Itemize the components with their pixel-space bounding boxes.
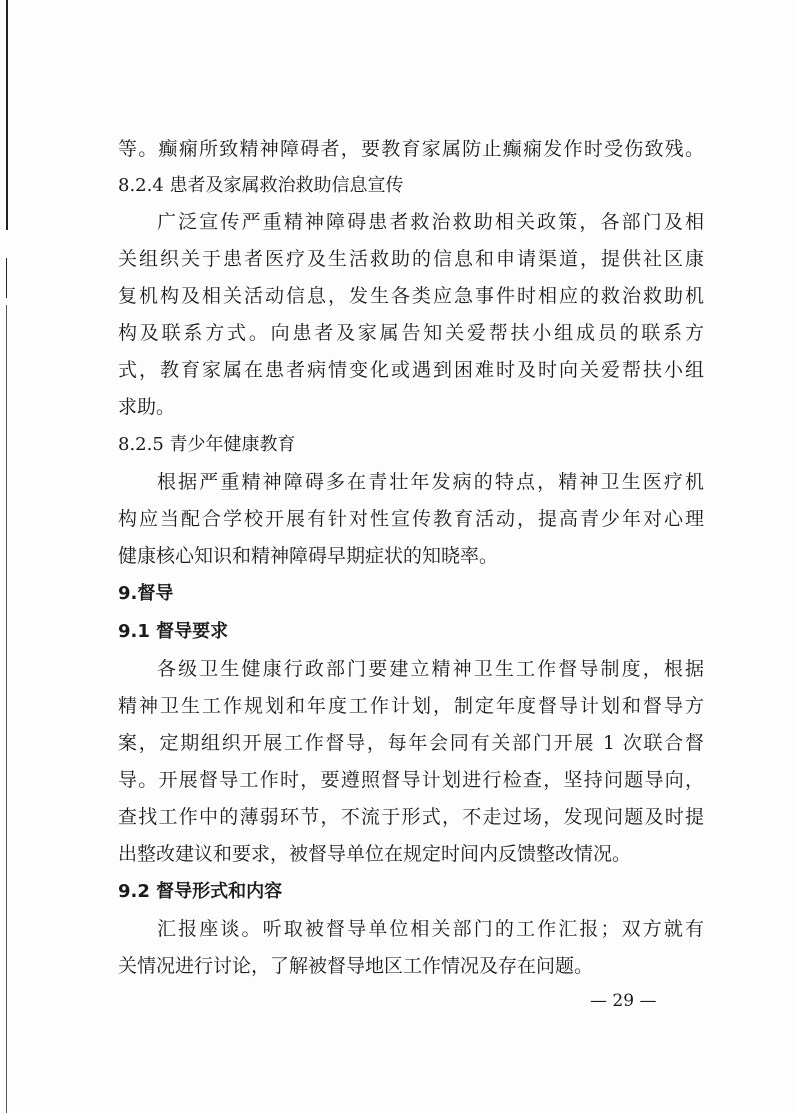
paragraph-line: 汇报座谈。听取被督导单位相关部门的工作汇报；双方就有 [157, 918, 704, 940]
section-heading-9: 9.督导 [118, 583, 174, 604]
paragraph-line: 构应当配合学校开展有针对性宣传教育活动，提高青少年对心理 [118, 508, 704, 530]
paragraph-line: 求助。 [118, 396, 176, 418]
section-heading-8-2-5: 8.2.5 青少年健康教育 [118, 434, 296, 455]
paragraph-line: 构及联系方式。向患者及家属告知关爱帮扶小组成员的联系方 [118, 322, 704, 344]
paragraph-line: 等。癫痫所致精神障碍者，要教育家属防止癫痫发作时受伤致残。 [118, 138, 704, 160]
paragraph-line: 精神卫生工作规划和年度工作计划，制定年度督导计划和督导方 [118, 695, 704, 717]
section-heading-8-2-4: 8.2.4 患者及家属救治救助信息宣传 [118, 175, 404, 196]
paragraph-line: 出整改建议和要求，被督导单位在规定时间内反馈整改情况。 [118, 843, 632, 865]
paragraph-line: 式，教育家属在患者病情变化或遇到困难时及时向关爱帮扶小组 [118, 359, 704, 381]
section-heading-9-2: 9.2 督导形式和内容 [118, 881, 283, 902]
paragraph-line: 广泛宣传严重精神障碍患者救治救助相关政策，各部门及相 [157, 211, 704, 233]
paragraph-line: 关情况进行讨论，了解被督导地区工作情况及存在问题。 [118, 955, 594, 977]
scan-border-mark [6, 258, 7, 298]
paragraph-line: 各级卫生健康行政部门要建立精神卫生工作督导制度，根据 [157, 658, 704, 680]
paragraph-line: 案，定期组织开展工作督导，每年会同有关部门开展 1 次联合督 [118, 732, 704, 754]
scan-border-mark [6, 0, 8, 230]
paragraph-line: 关组织关于患者医疗及生活救助的信息和申请渠道，提供社区康 [118, 248, 704, 270]
paragraph-line: 复机构及相关活动信息，发生各类应急事件时相应的救治救助机 [118, 285, 704, 307]
paragraph-line: 健康核心知识和精神障碍早期症状的知晓率。 [118, 545, 499, 567]
scan-border-mark [6, 305, 7, 1113]
paragraph-line: 导。开展督导工作时，要遵照督导计划进行检查，坚持问题导向， [118, 769, 704, 791]
paragraph-line: 查找工作中的薄弱环节，不流于形式，不走过场，发现问题及时提 [118, 806, 704, 828]
page-number: — 29 — [590, 991, 657, 1011]
paragraph-line: 根据严重精神障碍多在青壮年发病的特点，精神卫生医疗机 [157, 471, 704, 493]
section-heading-9-1: 9.1 督导要求 [118, 621, 229, 642]
